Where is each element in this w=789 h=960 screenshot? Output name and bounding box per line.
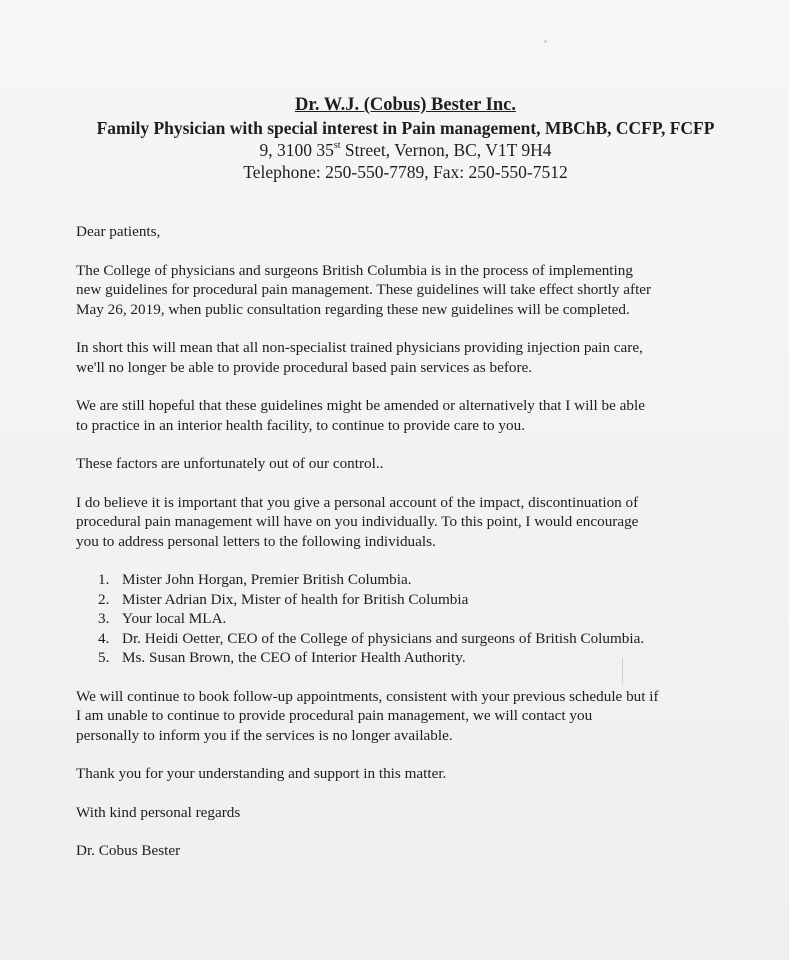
signature: Dr. Cobus Bester (76, 842, 181, 859)
list-item-number: 4. (98, 629, 110, 647)
address-street: Street, Vernon, BC, V1T 9H4 (340, 140, 552, 160)
closing: With kind personal regards (76, 803, 241, 821)
list-item-number: 5. (98, 649, 110, 666)
practice-address (22, 139, 789, 161)
scan-speck (544, 40, 547, 43)
paragraph-appointments: We will continue to book follow-up appointments, consistent with your previous schedule but if I am unable to continue to provide procedural pain management, we will contact you personally to inform you if the services is no longer available. (76, 687, 659, 744)
list-item (98, 590, 736, 610)
list-item-text: Mister John Horgan, Premier British Columbia. (122, 571, 412, 588)
list-item-text: Dr. Heidi Oetter, CEO of the College of physicians and surgeons of British Columbia. (122, 629, 645, 647)
paragraph-impact: In short this will mean that all non-specialist trained physicians providing injection pain care, we'll no longer be able to provide procedural based pain services as before. (76, 339, 643, 376)
scan-line (622, 658, 623, 684)
address-number: 9, 3100 35 (259, 140, 334, 160)
recipient-list (76, 570, 736, 668)
address-ordinal: st (333, 140, 341, 152)
paragraph-hope: We are still hopeful that these guidelines might be amended or alternatively that I will be able to practice in an interior health facility, to continue to provide care to you. (76, 397, 645, 434)
list-item-number: 2. (98, 590, 110, 608)
list-item (98, 629, 736, 649)
practice-name: Dr. W.J. (Cobus) Bester Inc. (295, 95, 516, 115)
list-item (98, 648, 736, 668)
greeting: Dear patients, (76, 223, 161, 240)
list-item-text: Ms. Susan Brown, the CEO of Interior Health Authority. (122, 649, 466, 666)
list-item-number: 1. (98, 571, 110, 588)
list-item-text: Mister Adrian Dix, Mister of health for British Columbia (122, 590, 469, 608)
list-item-number: 3. (98, 610, 110, 627)
list-item (98, 609, 736, 629)
practice-subtitle: Family Physician with special interest in Pain management, MBChB, CCFP, FCFP (96, 118, 715, 138)
paragraph-guidelines: The College of physicians and surgeons British Columbia is in the process of implementing new guidelines for procedural pain management. These guidelines will take effect shortly after May 26, 2019, when public consultation regarding these new guidelines will be completed. (76, 261, 652, 318)
list-item-text: Your local MLA. (122, 610, 227, 627)
list-item (98, 570, 736, 590)
paragraph-request: I do believe it is important that you give a personal account of the impact, discontinuation of procedural pain management will have on you individually. To this point, I would encourage you to address personal letters to the following individuals. (76, 493, 639, 550)
paragraph-control: These factors are unfortunately out of our control.. (76, 455, 384, 472)
practice-contact: Telephone: 250-550-7789, Fax: 250-550-7512 (243, 162, 568, 182)
paragraph-thanks: Thank you for your understanding and support in this matter. (76, 765, 447, 782)
letterhead (0, 93, 789, 183)
letter-body (76, 222, 736, 880)
